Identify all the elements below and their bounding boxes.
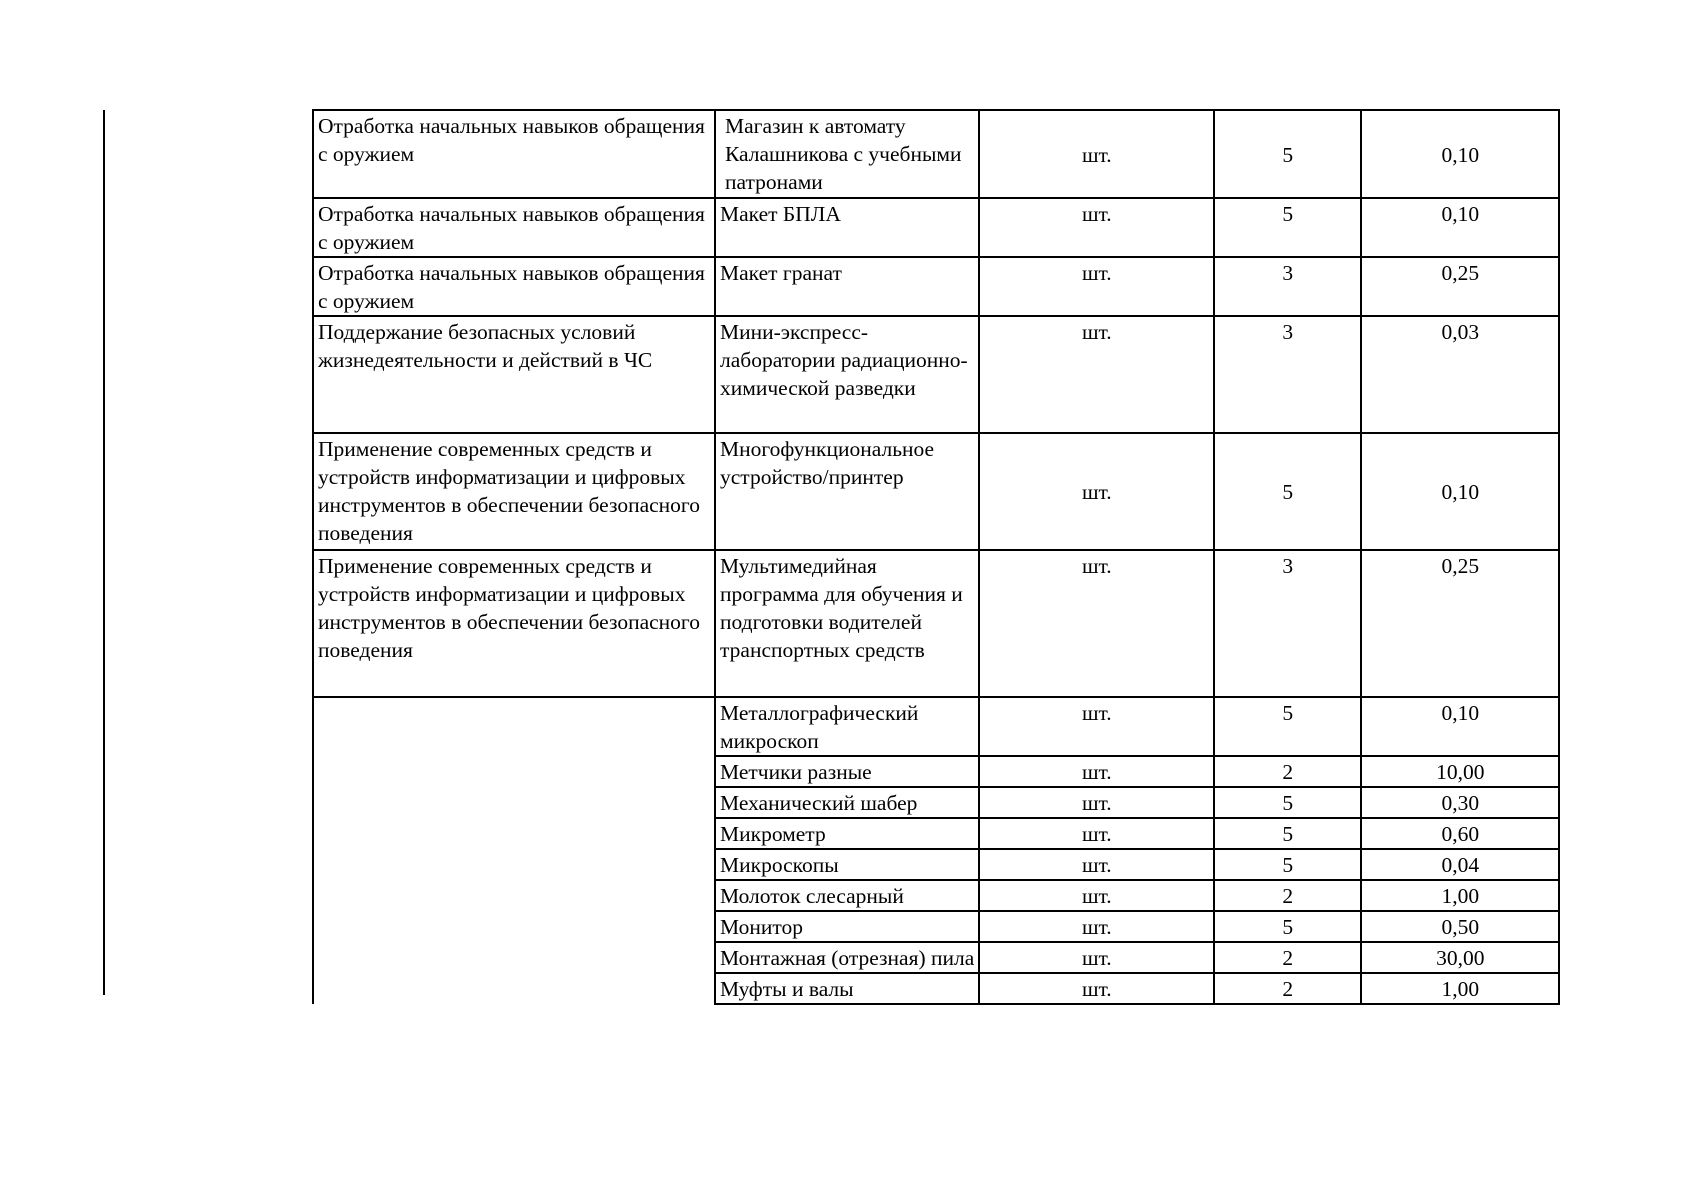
item-name-cell: Макет гранат	[715, 257, 979, 316]
item-name-cell: Микроскопы	[715, 849, 979, 880]
item-name-cell: Магазин к автомату Калашникова с учебными патронами	[715, 110, 979, 198]
unit-cell: шт.	[979, 849, 1214, 880]
unit-cell: шт.	[979, 550, 1214, 697]
quantity-cell: 2	[1214, 942, 1361, 973]
unit-cell: шт.	[979, 787, 1214, 818]
cost-cell: 0,10	[1361, 110, 1559, 198]
unit-cell: шт.	[979, 818, 1214, 849]
cost-cell: 0,50	[1361, 911, 1559, 942]
purpose-cell: Отработка начальных навыков обращения с оружием	[313, 198, 715, 257]
quantity-cell: 3	[1214, 257, 1361, 316]
quantity-cell: 3	[1214, 316, 1361, 433]
item-name-cell: Молоток слесарный	[715, 880, 979, 911]
item-name-cell: Муфты и валы	[715, 973, 979, 1004]
quantity-cell: 5	[1214, 787, 1361, 818]
purpose-cell: Отработка начальных навыков обращения с оружием	[313, 110, 715, 198]
table-row	[313, 880, 1559, 911]
purpose-cell	[313, 942, 715, 973]
item-name-cell: Механический шабер	[715, 787, 979, 818]
table-row	[313, 787, 1559, 818]
purpose-cell	[313, 911, 715, 942]
unit-cell: шт.	[979, 756, 1214, 787]
cost-cell: 0,25	[1361, 257, 1559, 316]
unit-cell: шт.	[979, 316, 1214, 433]
quantity-cell: 5	[1214, 433, 1361, 550]
cost-cell: 0,10	[1361, 697, 1559, 756]
cost-cell: 1,00	[1361, 880, 1559, 911]
unit-cell: шт.	[979, 433, 1214, 550]
quantity-cell: 5	[1214, 818, 1361, 849]
unit-cell: шт.	[979, 973, 1214, 1004]
table-row	[313, 911, 1559, 942]
cost-cell: 0,30	[1361, 787, 1559, 818]
table-row	[313, 942, 1559, 973]
cost-cell: 30,00	[1361, 942, 1559, 973]
item-name-cell: Микрометр	[715, 818, 979, 849]
table-row	[313, 849, 1559, 880]
item-name-cell: Мини-экспресс-лаборатории радиационно-химической разведки	[715, 316, 979, 433]
quantity-cell: 2	[1214, 973, 1361, 1004]
item-name-cell: Монтажная (отрезная) пила	[715, 942, 979, 973]
quantity-cell: 5	[1214, 911, 1361, 942]
purpose-cell	[313, 880, 715, 911]
table-row	[313, 257, 1559, 316]
cost-cell: 0,10	[1361, 198, 1559, 257]
cost-cell: 0,60	[1361, 818, 1559, 849]
item-name-cell: Металлографический микроскоп	[715, 697, 979, 756]
quantity-cell: 2	[1214, 880, 1361, 911]
quantity-cell: 5	[1214, 198, 1361, 257]
unit-cell: шт.	[979, 257, 1214, 316]
table-row	[313, 756, 1559, 787]
cost-cell: 0,03	[1361, 316, 1559, 433]
quantity-cell: 2	[1214, 756, 1361, 787]
equipment-table	[312, 109, 1560, 1005]
purpose-cell	[313, 787, 715, 818]
quantity-cell: 5	[1214, 697, 1361, 756]
quantity-cell: 5	[1214, 110, 1361, 198]
item-name-cell: Мультимедийная программа для обучения и подготовки водителей транспортных средств	[715, 550, 979, 697]
cost-cell: 0,10	[1361, 433, 1559, 550]
cost-cell: 0,04	[1361, 849, 1559, 880]
item-name-cell: Метчики разные	[715, 756, 979, 787]
table-row	[313, 550, 1559, 697]
table-row	[313, 316, 1559, 433]
unit-cell: шт.	[979, 911, 1214, 942]
unit-cell: шт.	[979, 942, 1214, 973]
purpose-cell: Применение современных средств и устройств информатизации и цифровых инструментов в обеспечении безопасного поведения	[313, 433, 715, 550]
table-row	[313, 697, 1559, 756]
quantity-cell: 5	[1214, 849, 1361, 880]
purpose-cell	[313, 818, 715, 849]
table-row	[313, 433, 1559, 550]
table-row	[313, 818, 1559, 849]
unit-cell: шт.	[979, 198, 1214, 257]
left-margin-rule	[103, 110, 105, 995]
unit-cell: шт.	[979, 880, 1214, 911]
table-row	[313, 110, 1559, 198]
cost-cell: 1,00	[1361, 973, 1559, 1004]
purpose-cell: Поддержание безопасных условий жизнедеятельности и действий в ЧС	[313, 316, 715, 433]
quantity-cell: 3	[1214, 550, 1361, 697]
purpose-cell	[313, 973, 715, 1004]
unit-cell: шт.	[979, 110, 1214, 198]
purpose-cell: Применение современных средств и устройств информатизации и цифровых инструментов в обеспечении безопасного поведения	[313, 550, 715, 697]
purpose-cell: Отработка начальных навыков обращения с оружием	[313, 257, 715, 316]
purpose-cell	[313, 697, 715, 756]
item-name-cell: Многофункциональное устройство/принтер	[715, 433, 979, 550]
purpose-cell	[313, 849, 715, 880]
table-row	[313, 973, 1559, 1004]
cost-cell: 0,25	[1361, 550, 1559, 697]
unit-cell: шт.	[979, 697, 1214, 756]
purpose-cell	[313, 756, 715, 787]
table-row	[313, 198, 1559, 257]
item-name-cell: Макет БПЛА	[715, 198, 979, 257]
item-name-cell: Монитор	[715, 911, 979, 942]
cost-cell: 10,00	[1361, 756, 1559, 787]
